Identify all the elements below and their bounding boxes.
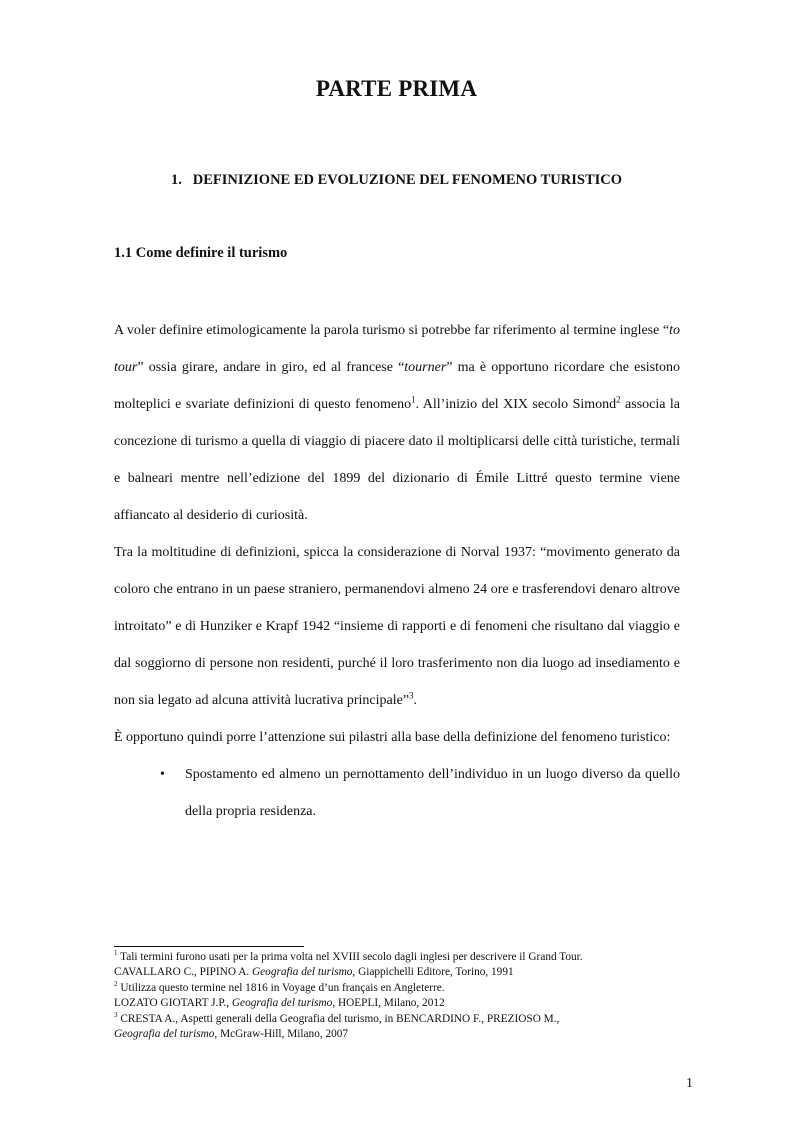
footnote-ref-3[interactable]: 3: [409, 690, 414, 701]
footnote-text: LOZATO GIOTART J.P.,: [114, 997, 232, 1010]
italic-term: to tour: [114, 323, 680, 375]
section-title: 1.1 Come definire il turismo: [114, 245, 288, 261]
footnote-text: , McGraw-Hill, Milano, 2007: [214, 1028, 349, 1041]
footnote-text: CAVALLARO C., PIPINO A.: [114, 966, 252, 979]
list-item: [114, 756, 680, 830]
footnote-1-line-2: [114, 965, 694, 980]
footnote-text: CRESTA A., Aspetti generali della Geografia del turismo, in BENCARDINO F., PREZIOSO M.,: [117, 1012, 560, 1025]
list-item-text: Spostamento ed almeno un pernottamento dell’individuo in un luogo diverso da quello della propria residenza.: [185, 767, 680, 819]
footnote-text: Tali termini furono usati per la prima volta nel XVIII secolo dagli inglesi per descrivere il Grand Tour.: [117, 951, 583, 963]
paragraph-1: [114, 312, 680, 534]
text-segment: associa la concezione di turismo a quella di viaggio di piacere dato il moltiplicarsi delle città turistiche, termali e balneari mentre nell’edizione del 1899 del dizionario di Émile Littré questo termine viene affiancato al desiderio di curiosità.: [114, 397, 681, 523]
chapter-title: 1. DEFINIZIONE ED EVOLUZIONE DEL FENOMENO TURISTICO: [170, 172, 623, 188]
footnote-number: 2: [114, 980, 118, 989]
paragraph-2: [114, 534, 680, 719]
footnote-3-line-1: [114, 1012, 694, 1027]
footnote-number: 3: [114, 1010, 118, 1019]
text-segment: ” ma è opportuno ricordare che esistono molteplici e svariate definizioni di questo fenomeno: [114, 360, 681, 412]
bullet-dot-icon: •: [160, 767, 165, 782]
page-number: 1: [686, 1076, 693, 1091]
footnote-text: Utilizza questo termine nel 1816 in Voyage d’un français en Angleterre.: [117, 981, 445, 994]
footnote-book-title: Geografia del turismo: [231, 997, 333, 1010]
footnote-number: 1: [114, 949, 118, 958]
text-segment: .: [413, 693, 418, 708]
footnote-ref-2[interactable]: 2: [616, 394, 621, 405]
footnote-3-line-2: [114, 1027, 694, 1042]
text-segment: ” ossia girare, andare in giro, ed al francese “: [137, 360, 405, 375]
text-segment: Tra la moltitudine di definizioni, spicca la considerazione di Norval 1937: “movimento generato da coloro che entrano in un paese straniero, permanendovi almeno 24 ore e trasferendovi denaro altrove introitato” e di Hunziker e Krapf 1942 “insieme di rapporti e di fenomeni che risultano dal viaggio e dal soggiorno di persone non residenti, purché il loro trasferimento non dia luogo ad insediamento e non sia legato ad alcuna attività lucrativa principale”: [114, 545, 680, 708]
footnote-text: , HOEPLI, Milano, 2012: [332, 997, 445, 1010]
italic-term: tourner: [404, 360, 447, 375]
footnote-text: , Giappichelli Editore, Torino, 1991: [352, 966, 514, 979]
footnote-1-line-1: [114, 950, 694, 965]
part-title: PARTE PRIMA: [315, 76, 478, 101]
body-text: [114, 312, 680, 830]
footnotes: [114, 950, 694, 1042]
text-segment: . All’inizio del XIX secolo Simond: [415, 397, 617, 412]
footnote-separator: [114, 946, 304, 947]
bullet-list: [114, 756, 680, 830]
paragraph-3: È opportuno quindi porre l’attenzione sui pilastri alla base della definizione del fenomeno turistico:: [114, 730, 671, 745]
footnote-book-title: Geografia del turismo: [252, 966, 353, 979]
text-segment: A voler definire etimologicamente la parola turismo si potrebbe far riferimento al termine inglese “: [114, 323, 670, 338]
footnote-2-line-1: [114, 981, 694, 996]
footnote-2-line-2: [114, 996, 694, 1011]
footnote-book-title: Geografia del turismo: [114, 1028, 215, 1041]
footnote-ref-1[interactable]: 1: [411, 394, 416, 405]
